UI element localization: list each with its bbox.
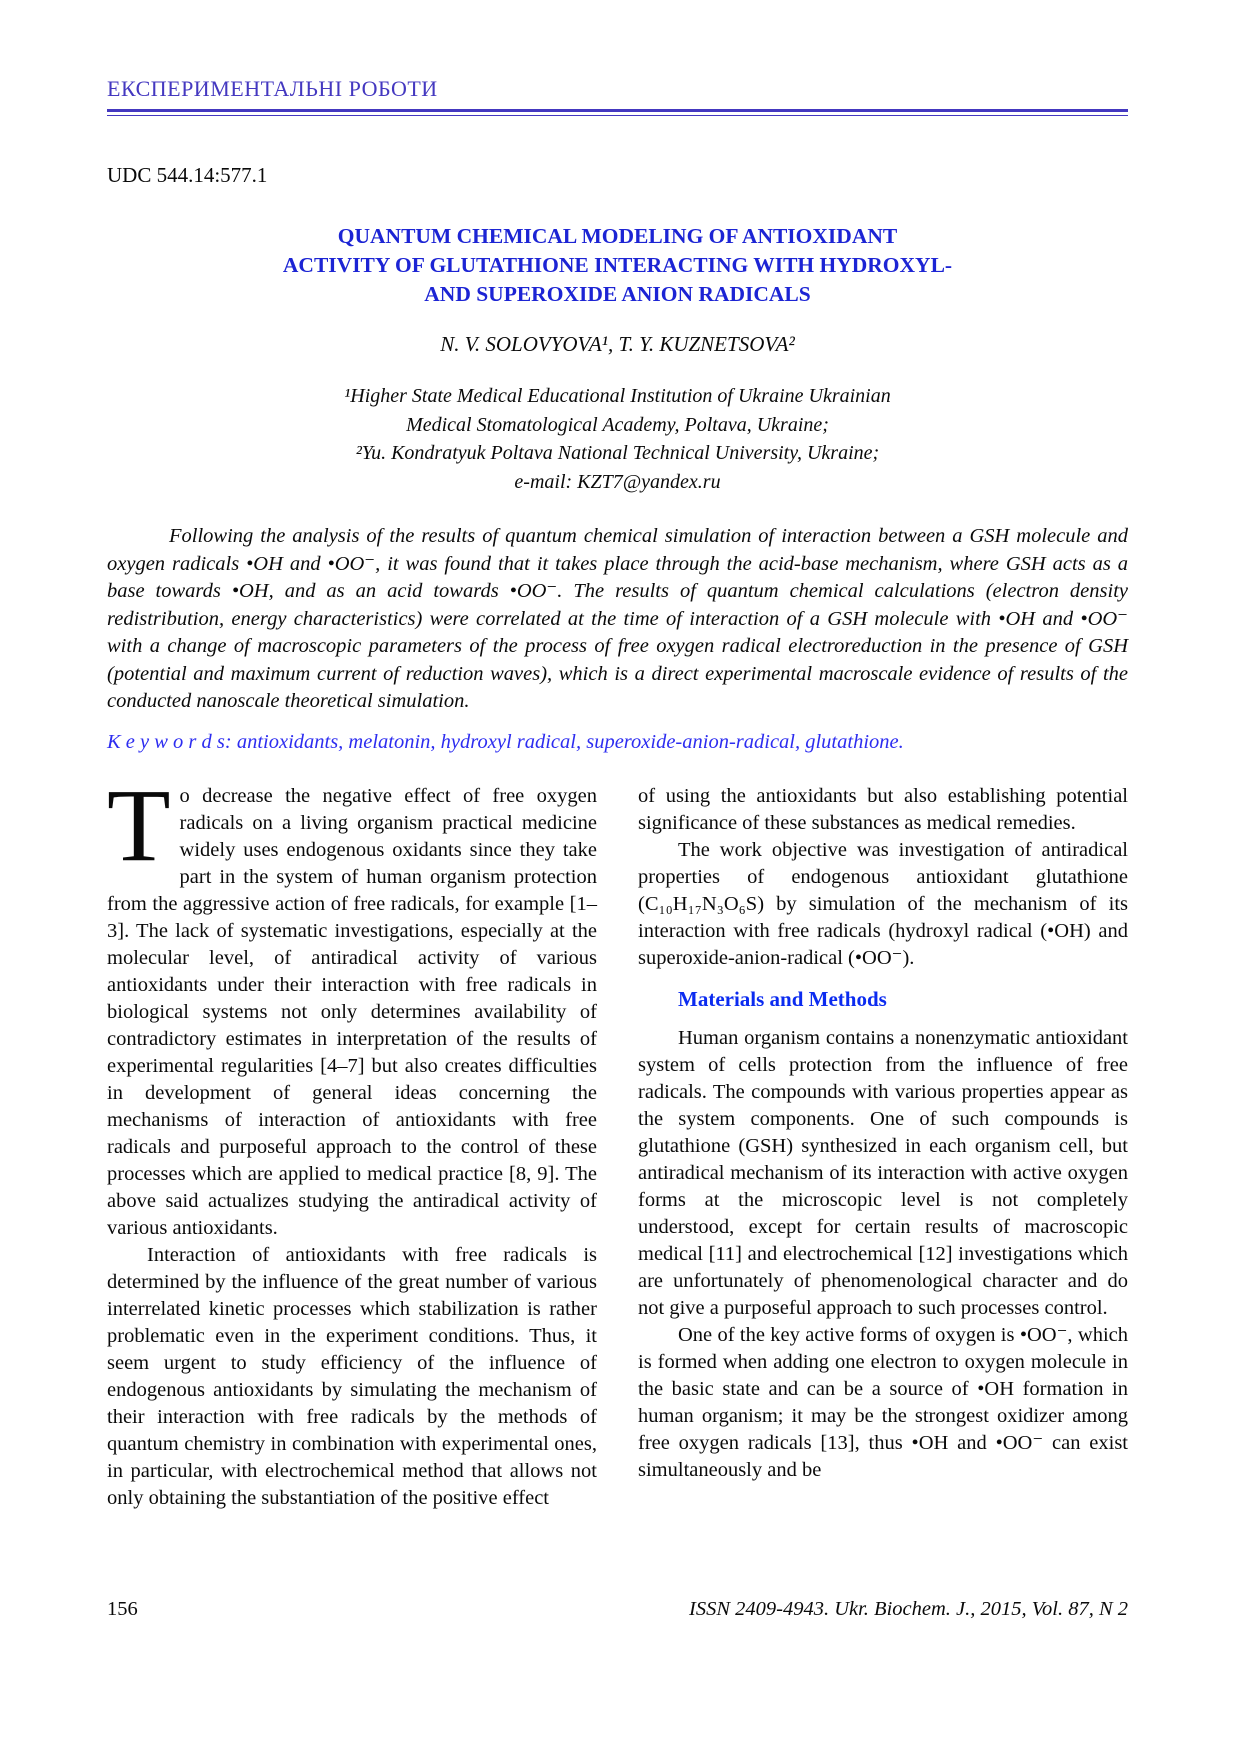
abstract-paragraph: Following the analysis of the results of quantum chemical simulation of interaction between a GSH molecule and oxygen radicals •OH and •OO⁻, it was found that it takes place through the acid-base mechanism, where GSH acts as a base towards •OH, and as an acid towards •OO⁻. The results of quantum chemical calculations (electron density redistribution, energy characteristics) were correlated at the time of interaction of a GSH molecule with •OH and •OO⁻ with a change of macroscopic parameters of the process of free oxygen radical electroreduction in the presence of GSH (potential and maximum current of reduction waves), which is a direct experimental macroscale evidence of results of the conducted nanoscale theoretical simulation. — [107, 525, 1128, 712]
email-line: e-mail: KZT7@yandex.ru — [514, 470, 721, 493]
two-column-body — [107, 767, 1128, 1512]
affiliation-line-1: ¹Higher State Medical Educational Institution of Ukraine Ukrainian — [344, 385, 891, 407]
body-paragraph-3: The work objective was investigation of antiradical properties of endogenous antioxidant glutathione (C₁₀H₁₇N₃O₆S) by simulation of the mechanism of its interaction with free radicals (hydroxyl radical (•OH) and superoxide-anion-radical (•OO⁻). — [638, 838, 1128, 969]
issn-journal-line: ISSN 2409-4943. Ukr. Biochem. J., 2015, Vol. 87, N 2 — [689, 1598, 1128, 1620]
section-heading-materials-and-methods: Materials and Methods — [678, 986, 887, 1011]
article-title-line-3: AND SUPEROXIDE ANION RADICALS — [424, 282, 811, 306]
header-rule — [107, 109, 1128, 116]
affiliation-line-2: Medical Stomatological Academy, Poltava, Ukraine; — [406, 413, 829, 436]
page-footer — [107, 1598, 1128, 1621]
authors-line: N. V. SOLOVYOVA¹, T. Y. KUZNETSOVA² — [440, 332, 795, 356]
keywords-line — [107, 731, 1128, 754]
body-paragraph-2: Interaction of antioxidants with free radicals is determined by the influence of the great number of various interrelated kinetic processes which stabilization is rather problematic even in the experiment conditions. Thus, it seem urgent to study efficiency of the influence of endogenous antioxidants by simulating the mechanism of their interaction with free radicals by the methods of quantum chemistry in combination with experimental ones, in particular, with electrochemical method that allows not only obtaining the substantiation of the positive effect — [107, 1243, 597, 1509]
right-column — [638, 783, 1128, 1512]
keywords-text: antioxidants, melatonin, hydroxyl radical, superoxide-anion-radical, glutathione. — [231, 730, 904, 753]
body-paragraph-2-continuation: of using the antioxidants but also establishing potential significance of these substances as medical remedies. — [638, 784, 1128, 834]
body-paragraph-5: One of the key active forms of oxygen is •OO⁻, which is formed when adding one electron to oxygen molecule in the basic state and can be a source of •OH formation in human organism; it may be the strongest oxidizer among free oxygen radicals [13], thus •OH and •OO⁻ can exist simultaneously and be — [638, 1323, 1128, 1481]
drop-cap: T — [107, 767, 171, 883]
article-title — [107, 222, 1128, 309]
body-paragraph-1-text: o decrease the negative effect of free oxygen radicals on a living organism practical medicine widely uses endogenous oxidants since they take part in the system of human organism protection from the aggressive action of free radicals, for example [1–3]. The lack of systematic investigations, especially at the molecular level, of antiradical activity of various antioxidants under their interaction with free radicals in biological systems not only determines availability of contradictory estimates in interpretation of the results of experimental regularities [4–7] but also creates difficulties in development of general ideas concerning the mechanisms of interaction of antioxidants with free radicals and purposeful approach to the control of these processes which are applied to medical practice [8, 9]. The above said actualizes studying the antiradical activity of various antioxidants. — [107, 784, 597, 1239]
body-paragraph-1 — [107, 767, 597, 1242]
page-number: 156 — [107, 1598, 138, 1620]
keywords-label: K e y w o r d s: — [107, 730, 232, 753]
body-paragraph-4: Human organism contains a nonenzymatic antioxidant system of cells protection from the influence of free radicals. The compounds with various properties appear as the system components. One of such compounds is glutathione (GSH) synthesized in each organism cell, but antiradical mechanism of its interaction with active oxygen forms at the microscopic level is not completely understood, except for certain results of macroscopic medical [11] and electrochemical [12] investigations which are unfortunately of phenomenological character and do not give a purposeful approach to such processes control. — [638, 1026, 1128, 1319]
udc-number: UDC 544.14:577.1 — [107, 163, 268, 187]
left-column — [107, 767, 597, 1512]
article-title-line-2: ACTIVITY OF GLUTATHIONE INTERACTING WITH HYDROXYL- — [282, 253, 953, 277]
article-title-line-1: QUANTUM CHEMICAL MODELING OF ANTIOXIDANT — [337, 224, 898, 248]
running-head: ЕКСПЕРИМЕНТАЛЬНІ РОБОТИ — [107, 76, 438, 101]
affiliations-block — [107, 382, 1128, 496]
affiliation-line-3: ²Yu. Kondratyuk Poltava National Technical University, Ukraine; — [355, 442, 880, 464]
